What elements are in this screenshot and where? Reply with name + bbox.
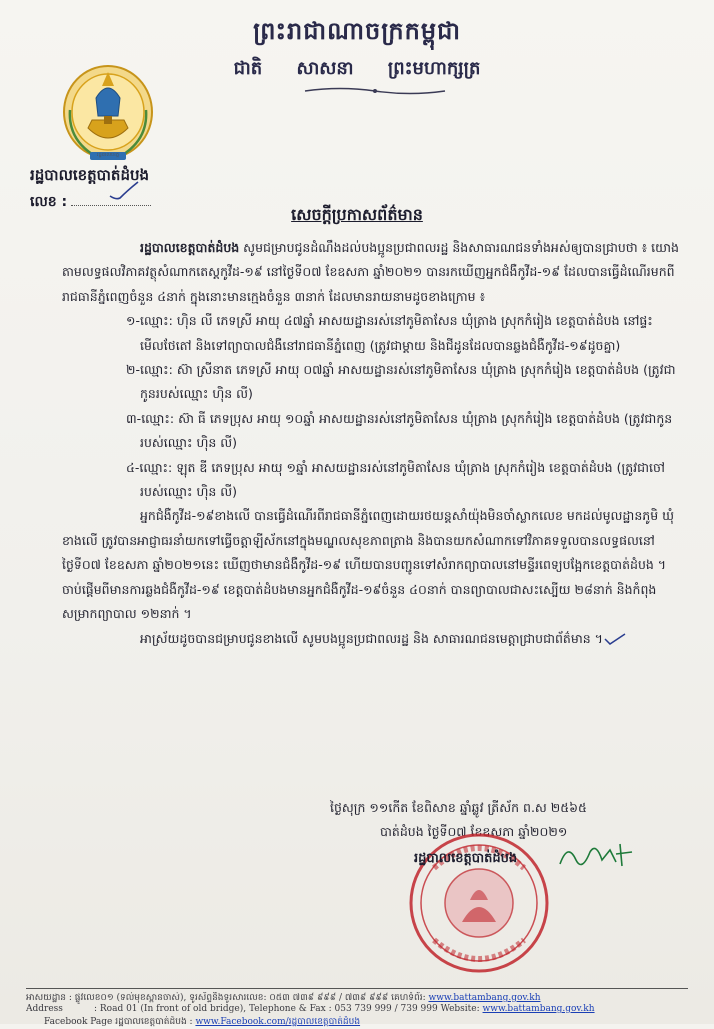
closing-paragraph xyxy=(62,627,680,651)
intro-text: សូមជម្រាបជូនដំណឹងដល់បងប្អូនប្រជាពលរដ្ឋ និងសាធារណជនទាំងអស់ឲ្យបានជ្រាបថា ៖ យោងតាមលទ្ធផលវិភាគវត្ថុសំណាកតេស្តកូវីដ-១៩ នៅថ្ងៃទី០៧ ខែឧសភា ឆ្នាំ២០២១ បានរកឃើញអ្នកជំងឺកូវីដ-១៩ ដែលបានធ្វើដំណើរមកពីរាជធានីភ្នំពេញចំនួន ៤នាក់ ក្នុងនោះមានក្មេងចំនួន ៣នាក់ ដែលមានរាយនាមដូចខាងក្រោម ៖ xyxy=(62,240,679,304)
closing-text: អាស្រ័យដូចបានជម្រាបជូនខាងលើ សូមបងប្អូនប្រជាពលរដ្ឋ និង សាធារណជនមេត្តាជ្រាបជាព័ត៌មាន ។ xyxy=(140,630,603,646)
list-item: ៤-ឈ្មោះ: ឡុត ឌី ភេទប្រុស អាយុ ១ឆ្នាំ អាសយដ្ឋានរស់នៅភូមិតាសែន ឃុំត្រាង ស្រុកកំរៀង ខេត្តបាត់ដំបង (ត្រូវជាចៅរបស់ឈ្មោះ ហ៊ិន លី) xyxy=(126,459,665,500)
intro-paragraph xyxy=(62,236,680,309)
issuing-authority: រដ្ឋបាលខេត្តបាត់ដំបង xyxy=(30,166,150,184)
document-body xyxy=(62,236,680,651)
signature-icon xyxy=(556,838,646,874)
footer-divider xyxy=(26,988,688,989)
lunar-date: ថ្ងៃសុក្រ ១១កើត ខែពិសាខ ឆ្នាំឆ្លូវ ត្រីស័ក ព.ស ២៥៦៥ xyxy=(330,800,587,815)
footer-address-label: Address xyxy=(26,1004,63,1014)
emblem-caption: រដ្ឋបាលខេត្ត xyxy=(96,152,120,158)
footer-address-en xyxy=(26,1004,688,1014)
footer-website-link[interactable]: www.battambang.gov.kh xyxy=(428,993,541,1003)
status-paragraph: អ្នកជំងឺកូវីដ-១៩ខាងលើ បានធ្វើដំណើរពីរាជធានីភ្នំពេញដោយរថយន្តសាំយ៉ុងមិនចាំស្លាកលេខ មកដល់មូលដ្ឋានភូមិ ឃុំខាងលើ ត្រូវបានអាជ្ញាធរនាំយកទៅធ្វើចត្តាឡីស័កនៅក្នុងមណ្ឌលសុខភាពត្រាង និងបានយកសំណាកទៅវិភាគទទួលបានលទ្ធផលនៅថ្ងៃទី០៧ ខែឧសភា ឆ្នាំ២០២១នេះ ឃើញថាមានជំងឺកូវីដ-១៩ ហើយបានបញ្ជូនទៅសំរាកព្យាបាលនៅមន្ទីរពេទ្យបង្អែកខេត្តបាត់ដំបង ។ ចាប់ផ្តើមពីមានការឆ្លងជំងឺកូវីដ-១៩ ខេត្តបាត់ដំបងមានអ្នកជំងឺកូវីដ-១៩ចំនួន ៤០នាក់ បានព្យាបាលជាសះស្បើយ ២៨នាក់ និងកំពុងសម្រាកព្យាបាល ១២នាក់ ។ xyxy=(62,508,675,622)
footer-address-en-text: : Road 01 (In front of old bridge), Telephone & Fax : 053 739 999 / 739 999 Website: xyxy=(94,1004,480,1014)
reference-label: លេខ : xyxy=(30,194,68,210)
motto-religion: សាសនា xyxy=(296,58,354,79)
handwritten-check-icon xyxy=(108,180,140,202)
handwritten-check-icon xyxy=(603,633,627,645)
list-item: ១-ឈ្មោះ: ហ៊ិន លី ភេទស្រី អាយុ ៤៧ឆ្នាំ អាសយដ្ឋានរស់នៅភូមិតាសែន ឃុំត្រាង ស្រុកកំរៀង ខេត្តបាត់ដំបង នៅផ្ទះមើលថែតៅ និងទៅព្យាបាលជំងឺនៅរាជធានីភ្នំពេញ (ត្រូវជាម្តាយ និងជីដូនដែលបានឆ្លងជំងឺកូវីដ-១៩ដូចគ្នា) xyxy=(126,313,653,353)
footer-website-link[interactable]: www.battambang.gov.kh xyxy=(482,1004,595,1014)
document-title: សេចក្តីប្រកាសព័ត៌មាន xyxy=(291,205,423,224)
list-item: ២-ឈ្មោះ: ស៊ា ស្រីនាត ភេទស្រី អាយុ ០៧ឆ្នាំ អាសយដ្ឋានរស់នៅភូមិតាសែន ឃុំត្រាង ស្រុកកំរៀង ខេត្តបាត់ដំបង (ត្រូវជាកូនរបស់ឈ្មោះ ហ៊ិន លី) xyxy=(126,362,676,402)
province-emblem-icon xyxy=(58,58,158,166)
motto-king: ព្រះមហាក្សត្រ xyxy=(387,58,481,79)
motto-nation: ជាតិ xyxy=(233,58,263,79)
footer-facebook-text: Facebook Page រដ្ឋបាលខេត្តបាត់ដំបង : xyxy=(44,1017,193,1027)
header-ornament-icon xyxy=(300,86,450,96)
signature-office: រដ្ឋបាលខេត្តបាត់ដំបង xyxy=(414,851,518,866)
footer-facebook xyxy=(44,1016,688,1029)
footer-address-km-text: អាសយដ្ឋាន : ផ្លូវលេខ០១ (ទល់មុខស្ពានចាស់), ទូរស័ព្ទនិងទូរសារលេខ: ០៥៣ ៧៣៩ ៩៩៩ / ៧៣៩ ៩៩៩ គេហទំព័រ: xyxy=(26,993,426,1003)
intro-lead: រដ្ឋបាលខេត្តបាត់ដំបង xyxy=(140,240,240,255)
footer-facebook-link[interactable]: www.Facebook.com/រដ្ឋបាលខេត្តបាត់ដំបង xyxy=(195,1017,361,1027)
kingdom-title: ព្រះរាជាណាចក្រកម្ពុជា xyxy=(253,16,461,45)
solar-date: បាត់ដំបង ថ្ងៃទី០៧ ខែឧសភា ឆ្នាំ២០២១ xyxy=(380,824,568,839)
list-item: ៣-ឈ្មោះ: ស៊ា ធី ភេទប្រុស អាយុ ១០ឆ្នាំ អាសយដ្ឋានរស់នៅភូមិតាសែន ឃុំត្រាង ស្រុកកំរៀង ខេត្តបាត់ដំបង (ត្រូវជាកូនរបស់ឈ្មោះ ហ៊ិន លី) xyxy=(126,410,673,451)
